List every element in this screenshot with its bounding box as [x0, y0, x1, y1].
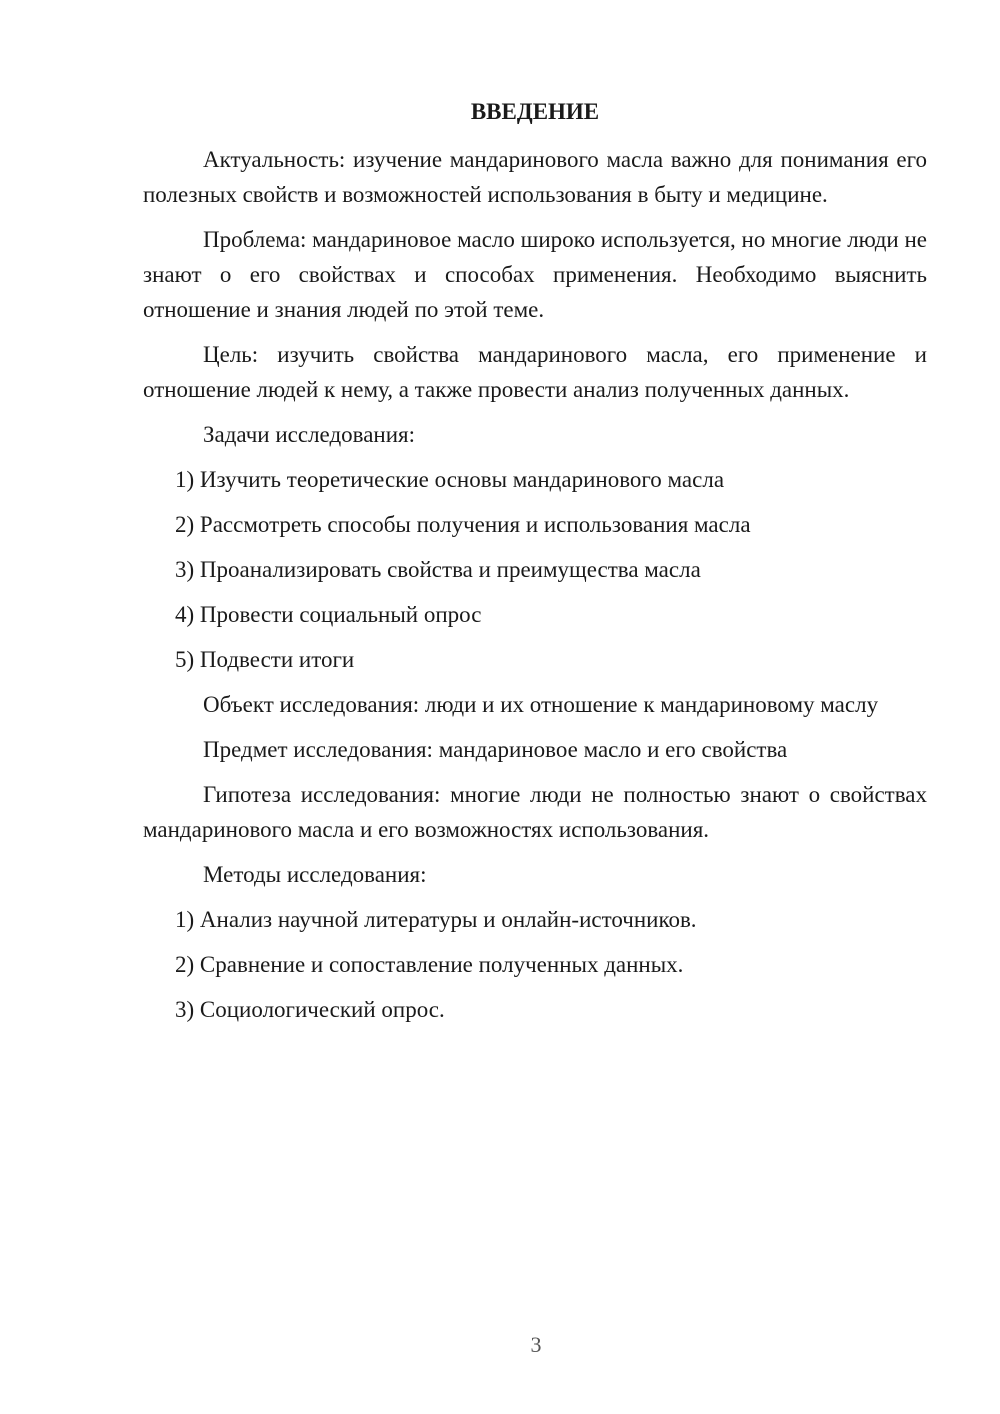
list-item: 3) Проанализировать свойства и преимущества масла — [175, 557, 701, 582]
page-number: 3 — [530, 1332, 542, 1357]
page-content — [143, 94, 927, 1037]
relevance-paragraph: Актуальность: изучение мандаринового масла важно для понимания его полезных свойств и возможностей использования в быту и медицине. — [143, 147, 927, 207]
page-title: ВВЕДЕНИЕ — [470, 99, 600, 124]
subject-paragraph: Предмет исследования: мандариновое масло и его свойства — [203, 737, 788, 762]
list-item: 3) Социологический опрос. — [175, 997, 445, 1022]
goal-paragraph: Цель: изучить свойства мандаринового масла, его применение и отношение людей к нему, а также провести анализ полученных данных. — [143, 342, 927, 402]
problem-paragraph: Проблема: мандариновое масло широко используется, но многие люди не знают о его свойствах и способах применения. Необходимо выяснить отношение и знания людей по этой теме. — [143, 227, 927, 322]
list-item: 5) Подвести итоги — [175, 647, 355, 672]
methods-heading: Методы исследования: — [203, 862, 427, 887]
object-paragraph: Объект исследования: люди и их отношение к мандариновому маслу — [203, 692, 879, 717]
tasks-list — [143, 462, 927, 677]
list-item: 2) Рассмотреть способы получения и использования масла — [175, 512, 751, 537]
list-item: 2) Сравнение и сопоставление полученных данных. — [175, 952, 684, 977]
list-item: 1) Анализ научной литературы и онлайн-источников. — [175, 907, 697, 932]
list-item: 4) Провести социальный опрос — [175, 602, 482, 627]
hypothesis-paragraph: Гипотеза исследования: многие люди не полностью знают о свойствах мандаринового масла и его возможностях использования. — [143, 782, 927, 842]
tasks-heading: Задачи исследования: — [203, 422, 416, 447]
list-item: 1) Изучить теоретические основы мандаринового масла — [175, 467, 725, 492]
methods-list — [143, 902, 927, 1027]
